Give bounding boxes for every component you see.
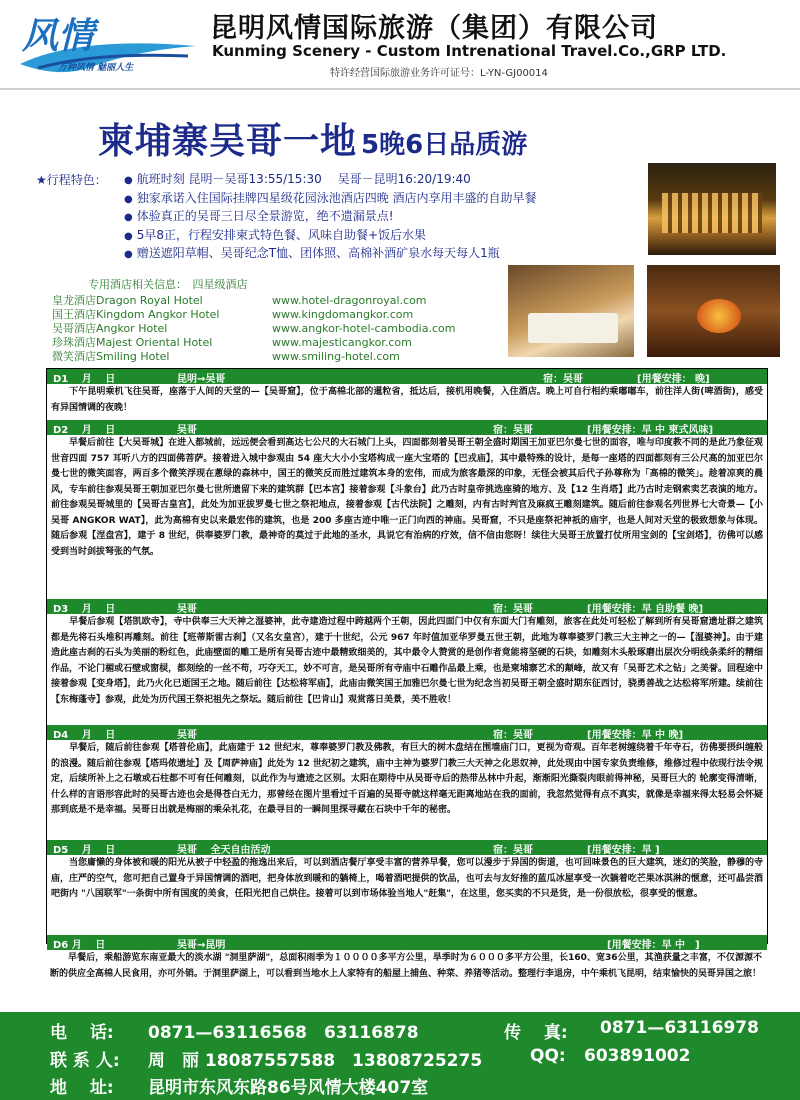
feature-item: ● 独家承诺入住国际挂牌四星级花园泳池酒店四晚 酒店内享用丰盛的自助早餐 [124,190,537,209]
day-header [47,420,767,435]
phone-label: 电 话: [50,1023,114,1043]
day-label: D1 月 日 [53,374,116,385]
features-list [124,171,537,264]
hotel-url[interactable]: www.majesticangkor.com [272,336,412,349]
hotels-title: 专用酒店相关信息： 四星级酒店 [88,278,248,291]
hotel-url[interactable]: www.angkor-hotel-cambodia.com [272,322,456,335]
hotel-name-cn: 国王酒店 [52,308,96,321]
day-header [47,599,767,614]
hotel-name-cn: 吴哥酒店 [52,322,96,335]
logo-text: 风情 [22,15,95,57]
qq-value[interactable]: 603891002 [584,1046,691,1066]
day-stay: 宿：吴哥 [493,604,533,615]
day-header [47,840,767,855]
hotel-name-en: Angkor Hotel [96,322,168,335]
day-route: 吴哥 [177,604,197,615]
day-description: 早餐后，随后前往参观【塔普伦庙】，此庙建于 12 世纪末，尊奉婆罗门教及佛教，有巨大的树木盘结在围墙庙门口，更视为奇观。百年老树缠绕着千年寺石，彷佛要摂纠缠般的浪漫。随后前往参观【塔玛侬遗址】及【周萨神庙】此处为 12 世纪初之建筑，庙中主神为婆罗门教三大天神之化思奴神，此处现由中国专家负责维修，维修过程中依现行法令规定，后续所补上之石墩或石柱都不可有任何雕刻，以此作为与遗迹之区别。太阳在期待中从吴哥寺后的热带丛林中升起，渐渐阳光撕裂肉眼前得神秘，吴哥巨大的 轮廓变得清晰，什么样的言语形容此时的吴哥古迹也会是得苍白无力，那曾经在图片里看过千百遍的吴哥寺就这样毫无距离地站在我的面前，我忽然觉得有点不真实，就像是幸福来得太轻易会怀疑那到底是不是幸福。吴哥日出就是梅丽的乘朵礼花，在最寻目的一瞬间里探寻藏在石块中千年的秘密。 [51,743,763,815]
feature-item: ● 赠送遮阳草帽、吴哥纪念T恤、团体照、高棉补酒矿泉水每天每人1瓶 [124,245,537,264]
hotel-name-en: Kingdom Angkor Hotel [96,308,220,321]
feature-item: ● 航班时刻 昆明－吴哥13:55/15:30 吴哥－昆明16:20/19:40 [124,171,537,190]
person-value[interactable]: 周 丽 18087557588 13808725275 [148,1051,483,1071]
buffet-photo [647,265,780,357]
day-meals: [用餐安排： 晚] [637,374,710,385]
hotel-name-cn: 皇龙酒店 [52,294,96,307]
features-label: ★行程特色： [36,173,107,187]
logo-tagline: 万种风情 魅丽人生 [58,63,134,73]
hotel-url[interactable]: www.smiling-hotel.com [272,350,400,363]
feature-item: ● 5早8正，行程安排柬式特色餐、风味自助餐+饭后水果 [124,227,537,246]
day-stay: 宿：吴哥 [493,425,533,436]
title-main: 柬埔寨吴哥一地 [98,121,358,162]
phone-value[interactable]: 0871—63116568 63116878 [148,1023,419,1043]
day-description: 早餐后，乘船游览东南亚最大的淡水湖 "洞里萨湖"，总面积雨季为１００００多平方公里，旱季时为６０００多平方公里，长160、宽36公里，其渔获量之丰富，不仅源源不断的供应全高棉人民食用，亦可外销。于洞里萨湖上，可以看到当地水上人家特有的船屋上捕鱼、种菜、养猪等活动。整理行李退房，中午乘机飞昆明，结束愉快的吴哥异国之旅！ [50,953,762,979]
day-header [47,725,767,740]
day-label: D4 月 日 [53,730,116,741]
day-route: 吴哥 [177,730,197,741]
hotel-url[interactable]: www.hotel-dragonroyal.com [272,294,427,307]
hotel-name-cn: 微笑酒店 [52,350,96,363]
day-label: D6 月 日 [53,940,106,951]
day-description: 早餐后参观【塔凯欧寺】，寺中供奉三大天神之湿婆神，此寺建造过程中跨越两个王朝，因此四面门中仅有东面大门有雕刻，旅客在此处可轻松了解到所有吴哥窟遗址群之建筑都是先将石头堆积再雕刻。前往【班蒂斯雷古刹】（又名女皇宫），建于十世纪，公元 967 年时值加亚华罗曼五世王朝，此地为尊奉婆罗门教三大主神之一的—【湿婆神】。由于建造此座古刹的石头为美丽的粉红色，此庙壁面的雕工是所有吴哥古迹中最精致细美的，其中最令人赞赏的是创作者竟能将坚硬的石块，如雕刻木头般琢磨出层次分明线条柔纤的精细作品，不论门楣或石壁或窗棂，都刻绘的一丝不苟，巧夺天工，妙不可言，是吴哥所有寺庙中石雕作品最上乘，也是柬埔寨艺术的颠峰，故又有「吴哥艺术之钻」之美誉。回程途中接着参观【变身塔】，此乃火化已逝国王之地。随后前往【达松将军庙】，此庙由微笑国王加雅巴尔曼七世为纪念当初吴哥王朝全盛时期东征西讨，骁勇善战之达松将军所建。续前往【东梅蓬寺】参观，此处为历代国王祭祀祖先之祭坛。随后前往【巴肯山】观赏落日美景，美不胜收！ [51,617,763,705]
day-header [47,369,767,384]
title-sub: 5晚6日品质游 [361,130,528,160]
contact-footer [0,1012,800,1100]
license-number: 特许经营国际旅游业务许可证号：L-YN-GJ00014 [330,68,548,79]
hotel-name-en: Dragon Royal Hotel [96,294,203,307]
address-value: 昆明市东风东路86号风情大楼407室 [148,1078,429,1098]
person-label: 联 系 人: [50,1051,120,1071]
day-stay: 宿：吴哥 [543,374,583,385]
company-name-en: Kunming Scenery - Custom Intrenational Travel.Co.,GRP LTD. [212,42,727,60]
day-meals: [用餐安排：早 中 晚] [587,730,684,741]
day-description: 下午昆明乘机飞往吴哥，座落于人间的天堂的—【吴哥窟】，位于高棉北部的暹粒省，抵达后，接机用晚餐，入住酒店。晚上可自行相约乘嘟嘟车，前往洋人街(啤酒街)，感受有异国情调的夜晚！ [51,387,763,413]
itinerary [46,368,768,951]
fax-label: 传 真: [504,1023,568,1043]
day-description: 当您庸懒的身体被和暖的阳光从被子中轻盈的拖逸出来后，可以到酒店餐厅享受丰富的营养早餐，您可以漫步于异国的街道，也可回味景色的巨大建筑，迷幻的笑脸，静穆的寺庙，庄严的空气，您可把自己置身于异国情调的酒吧，把身体放到暖和的躺椅上，喝着酒吧提供的饮品，也可去与友好推的蓝瓜冰屋享受一次躺着吃芒果冰淇淋的惬意，还可晶尝酒吧街内 "八国联军"一条街中所有国度的美食，任阳光把自己烘住。接着可以到市场体验当地人"赶集"，在这里，您买卖的不只是货，是一份很放松，很享受的惬意。 [51,858,763,899]
day-label: D5 月 日 [53,845,116,856]
hotel-name-en: Majest Oriental Hotel [96,336,213,349]
page-title [98,113,527,164]
day-route: 吴哥 全天自由活动 [177,845,271,856]
hotel-row [52,348,400,364]
day-route: 吴哥→昆明 [177,940,226,951]
day-label: D3 月 日 [53,604,116,615]
hotel-name-en: Smiling Hotel [96,350,170,363]
day-label: D2 月 日 [53,425,116,436]
day-meals: [用餐安排：早 中 柬式风味] [587,425,714,436]
hotel-name-cn: 珍珠酒店 [52,336,96,349]
day-route: 昆明→吴哥 [177,374,226,385]
day-meals: [用餐安排：早 中 ] [607,940,700,951]
qq-label: QQ: [530,1046,566,1066]
day-stay: 宿：吴哥 [493,845,533,856]
feature-item: ● 体验真正的吴哥三日尽全景游览，绝不遗漏景点! [124,208,537,227]
fax-value: 0871—63116978 [600,1018,759,1038]
hotel-url[interactable]: www.kingdomangkor.com [272,308,414,321]
company-name-cn: 昆明风情国际旅游（集团）有限公司 [210,13,658,44]
header [0,0,800,90]
hotel-exterior-photo [648,163,776,255]
day-stay: 宿：吴哥 [493,730,533,741]
address-label: 地 址: [50,1078,114,1098]
day-meals: [用餐安排：早 自助餐 晚] [587,604,704,615]
day-route: 吴哥 [177,425,197,436]
hotel-room-photo [508,265,634,357]
day-meals: [用餐安排：早 ] [587,845,660,856]
day-description: 早餐后前往【大吴哥城】在进入都城前，远远便会看到高达七公尺的大石城门上头，四面都刻着吴哥王朝全盛时期国王加亚巴尔曼七世的面容，唯与印度教不同的是此乃象征观世音四面 757 耳听八方的四面佛菩萨。接着进入城中参观由 54 座大大小小宝塔构成一座大宝塔的【巴戎庙】，其中最特殊的设计，是每一座塔的四面都刻有三公尺高的加亚巴尔曼七世的微笑面容，两百多个微笑浮现在蔥绿的森林中，国王的微笑反而胜过建筑本身的宏伟，而成为旅客最深的印象，无怪会被其后代子孙尊称为「高棉的微笑」。趁着凉爽的晨风，专车前往参观吴哥王朝加亚巴尔曼七世所遗留下来的建筑群【巴本宫】接着参观【斗象台】此乃古时皇帝挑选座骑的地方、及【12 生肖塔】此乃古时走钢索卖艺表演的地方。前往参观吴哥城里的【吴哥古皇宫】，此处为加亚拔罗曼七世之祭祀地点，接着参观【古代法院】之雕刻，内有古时判官及麻疯王雕刻建筑。随后前往参观名列世界七大奇景—【小吴哥 ANGKOR WAT】，此为高棉有史以来最宏伟的建筑，也是 200 多座古迹中唯一正门向西的神庙。吴哥窟，不只是座祭祀神祇的庙宇，也是人间对天堂的极致想象与体现。随后参观【涅盘宫】，建于 8 世纪，供奉婆罗门教，最神奇的莫过于此地的圣水，具说它有治病的疗效，信不信由您呀！续往大吴哥王放置打仗所用宝剑的【宝剑塔】，彷佛可以感受到当时剑拔弩张的气氛。 [51,438,763,557]
day-header [47,935,767,950]
